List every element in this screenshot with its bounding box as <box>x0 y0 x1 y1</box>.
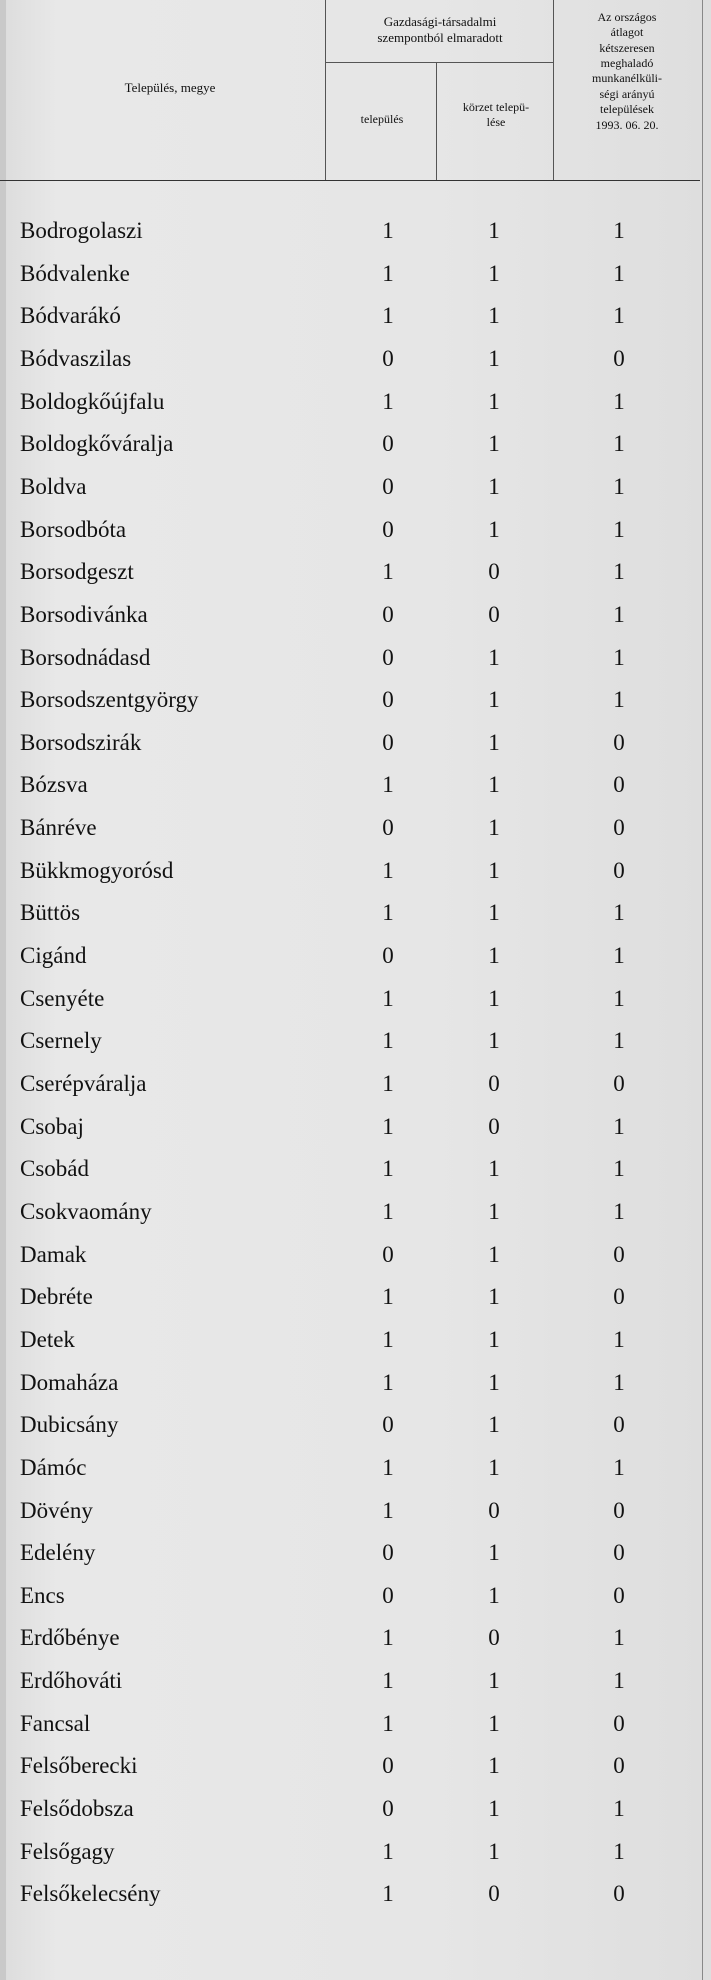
settlement-name: Boldva <box>20 473 87 499</box>
district-settlement-value: 1 <box>488 388 500 414</box>
disadvantaged-settlement-value: 1 <box>382 1028 394 1054</box>
district-settlement-value: 1 <box>488 473 500 499</box>
disadvantaged-settlement-value: 0 <box>382 1241 394 1267</box>
district-settlement-value: 0 <box>488 601 500 627</box>
high-unemployment-value: 1 <box>613 1838 625 1864</box>
table-row <box>0 1022 700 1064</box>
district-settlement-value: 1 <box>488 815 500 841</box>
table-header <box>0 0 700 181</box>
district-settlement-value: 1 <box>488 943 500 969</box>
settlement-name: Borsodnádasd <box>20 644 151 670</box>
table-row <box>0 894 700 936</box>
district-settlement-value: 1 <box>488 1796 500 1822</box>
header-divider <box>436 62 437 180</box>
settlement-name: Bodrogolaszi <box>20 218 143 243</box>
col3-header-line: települések <box>600 102 654 117</box>
high-unemployment-value: 1 <box>613 260 625 286</box>
table-row <box>0 724 700 766</box>
settlement-name: Edelény <box>20 1540 96 1566</box>
district-settlement-value: 1 <box>488 1582 500 1608</box>
district-settlement-value: 1 <box>488 1369 500 1395</box>
district-settlement-value: 1 <box>488 1753 500 1779</box>
settlement-name: Felsőberecki <box>20 1753 138 1779</box>
settlement-name: Borsodgeszt <box>20 559 134 585</box>
disadvantaged-settlement-value: 0 <box>382 1796 394 1822</box>
table-row <box>0 212 700 254</box>
table-row <box>0 1193 700 1235</box>
settlement-name: Borsodszentgyörgy <box>20 687 199 713</box>
high-unemployment-value: 1 <box>613 985 625 1011</box>
disadvantaged-settlement-value: 0 <box>382 345 394 371</box>
table-row <box>0 1747 700 1789</box>
high-unemployment-value: 0 <box>613 1710 625 1736</box>
settlement-name: Felsődobsza <box>20 1796 134 1822</box>
settlement-name: Csobaj <box>20 1113 84 1139</box>
disadvantaged-settlement-value: 1 <box>382 1881 394 1907</box>
table-row <box>0 255 700 297</box>
high-unemployment-value: 1 <box>613 1113 625 1139</box>
table-row <box>0 553 700 595</box>
high-unemployment-value: 0 <box>613 1497 625 1523</box>
table-row <box>0 425 700 467</box>
col3-header-line: ségi arányú <box>599 86 655 101</box>
disadvantaged-settlement-value: 0 <box>382 729 394 755</box>
disadvantaged-settlement-value: 1 <box>382 388 394 414</box>
district-settlement-value: 1 <box>488 303 500 329</box>
settlement-name: Borsodbóta <box>20 516 127 542</box>
district-settlement-value: 1 <box>488 1838 500 1864</box>
table-row <box>0 1833 700 1875</box>
table-row <box>0 1108 700 1150</box>
high-unemployment-value: 0 <box>613 1241 625 1267</box>
high-unemployment-value: 1 <box>613 1156 625 1182</box>
district-settlement-value: 1 <box>488 857 500 883</box>
district-settlement-value: 1 <box>488 644 500 670</box>
table-row <box>0 1236 700 1278</box>
disadvantaged-settlement-value: 1 <box>382 857 394 883</box>
disadvantaged-settlement-value: 0 <box>382 943 394 969</box>
settlement-name: Debréte <box>20 1284 93 1310</box>
settlement-name: Borsodszirák <box>20 729 142 755</box>
disadvantaged-settlement-value: 1 <box>382 1284 394 1310</box>
settlement-name: Dámóc <box>20 1454 87 1480</box>
district-settlement-value: 1 <box>488 1668 500 1694</box>
district-settlement-value: 0 <box>488 1625 500 1651</box>
disadvantaged-settlement-value: 1 <box>382 900 394 926</box>
page-right-rule <box>702 0 703 1980</box>
high-unemployment-value: 1 <box>613 1668 625 1694</box>
col3-header-line: Az országos <box>597 10 657 24</box>
district-settlement-value: 1 <box>488 1156 500 1182</box>
settlement-name: Cigánd <box>20 943 87 969</box>
settlement-name: Felsőkelecsény <box>20 1881 161 1907</box>
table-row <box>0 937 700 979</box>
high-unemployment-value: 1 <box>613 1198 625 1224</box>
table-row <box>0 639 700 681</box>
disadvantaged-settlement-value: 1 <box>382 1156 394 1182</box>
high-unemployment-value: 0 <box>613 1582 625 1608</box>
disadvantaged-settlement-value: 0 <box>382 516 394 542</box>
settlement-name: Fancsal <box>20 1710 91 1736</box>
disadvantaged-settlement-value: 0 <box>382 473 394 499</box>
disadvantaged-settlement-value: 1 <box>382 1668 394 1694</box>
col3-header-line: kétszeresen <box>599 40 655 55</box>
subheader-line: körzet telepü- <box>462 100 530 114</box>
settlement-name: Encs <box>20 1582 65 1608</box>
high-unemployment-value: 1 <box>613 303 625 329</box>
disadvantaged-settlement-value: 0 <box>382 1753 394 1779</box>
settlement-name: Borsodivánka <box>20 601 148 627</box>
district-settlement-value: 1 <box>488 516 500 542</box>
district-settlement-value: 1 <box>488 1028 500 1054</box>
district-settlement-value: 1 <box>488 1710 500 1736</box>
high-unemployment-value: 0 <box>613 1540 625 1566</box>
table-row <box>0 340 700 382</box>
table-row <box>0 1492 700 1534</box>
district-settlement-value: 1 <box>488 1326 500 1352</box>
table-row <box>0 1875 700 1917</box>
settlement-name: Detek <box>20 1326 75 1352</box>
settlement-name: Erdőbénye <box>20 1625 120 1651</box>
high-unemployment-value: 1 <box>613 1369 625 1395</box>
disadvantaged-settlement-value: 0 <box>382 1540 394 1566</box>
district-settlement-value: 1 <box>488 729 500 755</box>
district-settlement-value: 1 <box>488 985 500 1011</box>
high-unemployment-value: 1 <box>613 687 625 713</box>
district-settlement-value: 1 <box>488 1540 500 1566</box>
disadvantaged-settlement-value: 0 <box>382 1412 394 1438</box>
table-row <box>0 1065 700 1107</box>
district-settlement-value: 1 <box>488 1284 500 1310</box>
disadvantaged-settlement-value: 0 <box>382 1582 394 1608</box>
disadvantaged-settlement-value: 1 <box>382 1113 394 1139</box>
table-row <box>0 1534 700 1576</box>
district-settlement-value: 0 <box>488 1113 500 1139</box>
column-header-settlement: település <box>360 112 404 126</box>
settlement-name: Bódvaszilas <box>20 345 132 371</box>
col3-header-line: átlagot <box>610 25 644 40</box>
disadvantaged-settlement-value: 1 <box>382 1198 394 1224</box>
table-row <box>0 511 700 553</box>
high-unemployment-value: 0 <box>613 1284 625 1310</box>
district-settlement-value: 1 <box>488 687 500 713</box>
settlement-name: Bózsva <box>20 772 88 798</box>
district-settlement-value: 1 <box>488 1241 500 1267</box>
table-row <box>0 297 700 339</box>
subheader-line: lése <box>486 115 506 129</box>
settlement-name: Boldogkőváralja <box>20 431 174 457</box>
table-row <box>0 1321 700 1363</box>
table-row <box>0 1790 700 1832</box>
district-settlement-value: 1 <box>488 431 500 457</box>
disadvantaged-settlement-value: 0 <box>382 815 394 841</box>
high-unemployment-value: 1 <box>613 644 625 670</box>
settlement-name: Damak <box>20 1241 87 1267</box>
settlement-name: Csenyéte <box>20 985 105 1011</box>
district-settlement-value: 0 <box>488 1071 500 1096</box>
high-unemployment-value: 0 <box>613 1071 625 1096</box>
high-unemployment-value: 1 <box>613 559 625 585</box>
disadvantaged-settlement-value: 1 <box>382 559 394 585</box>
settlement-name: Erdőhováti <box>20 1668 123 1694</box>
table-row <box>0 1449 700 1491</box>
header-divider <box>553 0 554 180</box>
settlement-name: Dövény <box>20 1497 93 1523</box>
settlement-name: Boldogkőújfalu <box>20 388 165 414</box>
high-unemployment-value: 1 <box>613 1454 625 1480</box>
district-settlement-value: 0 <box>488 1881 500 1907</box>
table-row <box>0 980 700 1022</box>
disadvantaged-settlement-value: 1 <box>382 303 394 329</box>
high-unemployment-value: 1 <box>613 218 625 243</box>
table-row <box>0 1577 700 1619</box>
table-row <box>0 1278 700 1320</box>
district-settlement-value: 1 <box>488 1198 500 1224</box>
settlement-name: Felsőgagy <box>20 1838 115 1864</box>
settlement-name: Csernely <box>20 1028 102 1054</box>
high-unemployment-value: 0 <box>613 1881 625 1907</box>
disadvantaged-settlement-value: 1 <box>382 218 394 243</box>
settlement-name: Cserépváralja <box>20 1071 147 1096</box>
high-unemployment-value: 0 <box>613 345 625 371</box>
col3-header-line: meghaladó <box>600 56 654 71</box>
disadvantaged-settlement-value: 1 <box>382 1625 394 1651</box>
table-row <box>0 596 700 638</box>
district-settlement-value: 0 <box>488 559 500 585</box>
header-divider <box>325 62 553 63</box>
settlement-name: Bódvalenke <box>20 260 130 286</box>
disadvantaged-settlement-value: 1 <box>382 1454 394 1480</box>
high-unemployment-value: 0 <box>613 815 625 841</box>
disadvantaged-settlement-value: 1 <box>382 1071 394 1096</box>
disadvantaged-settlement-value: 1 <box>382 1369 394 1395</box>
table-row <box>0 1619 700 1661</box>
column-header-unemployment <box>556 10 698 133</box>
header-divider <box>325 0 326 180</box>
high-unemployment-value: 1 <box>613 473 625 499</box>
table-row <box>0 1150 700 1192</box>
district-settlement-value: 0 <box>488 1497 500 1523</box>
table-row <box>0 681 700 723</box>
high-unemployment-value: 0 <box>613 857 625 883</box>
district-settlement-value: 1 <box>488 218 500 243</box>
disadvantaged-settlement-value: 1 <box>382 985 394 1011</box>
disadvantaged-settlement-value: 1 <box>382 260 394 286</box>
table-row <box>0 1705 700 1747</box>
district-settlement-value: 1 <box>488 900 500 926</box>
high-unemployment-value: 0 <box>613 1412 625 1438</box>
column-header-name: Település, megye <box>124 80 216 95</box>
district-settlement-value: 1 <box>488 260 500 286</box>
table-row <box>0 766 700 808</box>
district-settlement-value: 1 <box>488 1454 500 1480</box>
district-settlement-value: 1 <box>488 1412 500 1438</box>
high-unemployment-value: 1 <box>613 516 625 542</box>
settlement-name: Bánréve <box>20 815 97 841</box>
table-row <box>0 1406 700 1448</box>
high-unemployment-value: 1 <box>613 431 625 457</box>
high-unemployment-value: 0 <box>613 772 625 798</box>
settlement-name: Domaháza <box>20 1369 119 1395</box>
high-unemployment-value: 1 <box>613 943 625 969</box>
disadvantaged-settlement-value: 0 <box>382 644 394 670</box>
high-unemployment-value: 1 <box>613 388 625 414</box>
high-unemployment-value: 1 <box>613 1796 625 1822</box>
high-unemployment-value: 1 <box>613 900 625 926</box>
group-title-line: Gazdasági-társadalmi <box>383 14 497 29</box>
settlement-name: Csokvaomány <box>20 1198 152 1224</box>
disadvantaged-settlement-value: 1 <box>382 1710 394 1736</box>
table-row <box>0 1662 700 1704</box>
settlement-name: Büttös <box>20 900 81 926</box>
disadvantaged-settlement-value: 1 <box>382 772 394 798</box>
high-unemployment-value: 1 <box>613 1625 625 1651</box>
col3-header-line: 1993. 06. 20. <box>595 117 659 132</box>
district-settlement-value: 1 <box>488 772 500 798</box>
disadvantaged-settlement-value: 1 <box>382 1497 394 1523</box>
settlement-name: Bükkmogyorósd <box>20 857 174 883</box>
disadvantaged-settlement-value: 1 <box>382 1326 394 1352</box>
table-row <box>0 809 700 851</box>
table-row <box>0 383 700 425</box>
high-unemployment-value: 0 <box>613 1753 625 1779</box>
table-row <box>0 468 700 510</box>
disadvantaged-settlement-value: 1 <box>382 1838 394 1864</box>
disadvantaged-settlement-value: 0 <box>382 601 394 627</box>
col3-header-line: munkanélküli- <box>592 71 662 86</box>
high-unemployment-value: 1 <box>613 1028 625 1054</box>
district-settlement-value: 1 <box>488 345 500 371</box>
high-unemployment-value: 0 <box>613 729 625 755</box>
settlement-name: Dubicsány <box>20 1412 119 1438</box>
high-unemployment-value: 1 <box>613 601 625 627</box>
group-title-line: szempontból elmaradott <box>377 30 503 46</box>
high-unemployment-value: 1 <box>613 1326 625 1352</box>
disadvantaged-settlement-value: 0 <box>382 687 394 713</box>
table-row <box>0 1364 700 1406</box>
settlement-name: Csobád <box>20 1156 89 1182</box>
column-header-district <box>440 100 552 130</box>
disadvantaged-settlement-value: 0 <box>382 431 394 457</box>
table-row <box>0 852 700 894</box>
settlement-name: Bódvarákó <box>20 303 121 329</box>
column-group-header <box>330 14 550 47</box>
